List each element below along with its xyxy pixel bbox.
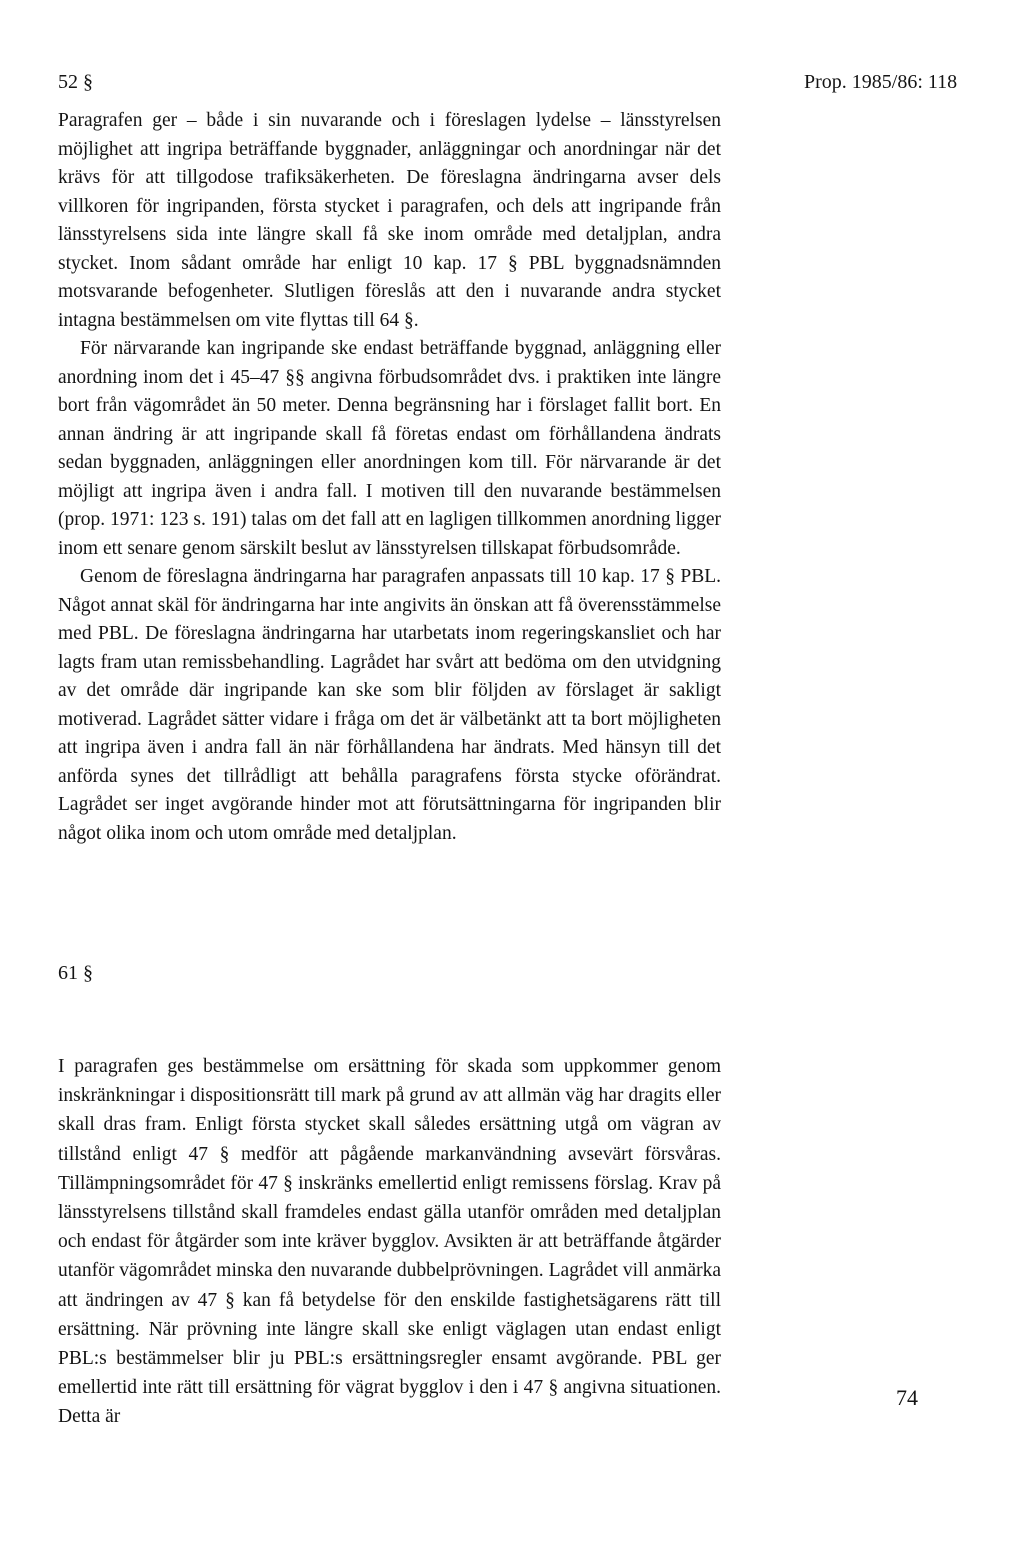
section-61-body xyxy=(58,1052,721,1432)
proposition-reference: Prop. 1985/86: 118 xyxy=(804,71,958,93)
paragraph: För närvarande kan ingripande ske endast beträffande byggnad, anläggning eller anordning inom det i 45–47 §§ angivna förbudsområdet dvs. i praktiken inte längre bort från vägområdet än 50 meter. Denna begränsning har i förslaget fallit bort. En annan ändring är att ingripande skall få företas endast om förhållandena ändrats sedan byggnaden, anläggningen eller anordningen kom till. För närvarande är det möjligt att ingripa även i andra fall. I motiven till den nuvarande bestämmelsen (prop. 1971: 123 s. 191) talas om det fall att en lagligen tillkommen anordning ligger inom ett senare genom särskilt beslut av länsstyrelsen tillskapat förbudsområde. xyxy=(58,338,721,559)
section-61-heading: 61 § xyxy=(58,962,93,984)
page-number: 74 xyxy=(896,1385,918,1410)
section-number-heading: 52 § xyxy=(58,71,93,93)
section-52-body xyxy=(58,107,721,848)
paragraph: I paragrafen ges bestämmelse om ersättning för skada som uppkommer genom inskränkningar i dispositionsrätt till mark på grund av att allmän väg har dragits eller skall dras fram. Enligt första stycket skall således ersättning utgå om vägran av tillstånd enligt 47 § medför att pågående markanvändning avsevärt försvåras. Tillämpningsområdet för 47 § inskränks emellertid enligt remissens förslag. Krav på länsstyrelsens tillstånd skall framdeles endast gälla utanför områden med detaljplan och endast för åtgärder som inte kräver bygglov. Avsikten är att beträffande åtgärder utanför vägområdet minska den nuvarande dubbelprövningen. Lagrådet vill anmärka att ändringen av 47 § kan få betydelse för den enskilde fastighetsägarens rätt till ersättning. När prövning inte längre skall ske enligt väglagen utan endast enligt PBL:s bestämmelser blir ju PBL:s ersättningsregler ensamt avgörande. PBL ger emellertid inte rätt till ersättning för vägrat bygglov i den i 47 § angivna situationen. Detta är xyxy=(58,1056,721,1428)
paragraph: Genom de föreslagna ändringarna har paragrafen anpassats till 10 kap. 17 § PBL. Något annat skäl för ändringarna har inte angivits än önskan att få överensstämmelse med PBL. De föreslagna ändringarna har utarbetats inom regeringskansliet och har lagts fram utan remissbehandling. Lagrådet har svårt att bedöma om den utvidgning av det område där ingripande kan ske som blir följden av förslaget är sakligt motiverad. Lagrådet sätter vidare i fråga om det är välbetänkt att ta bort möjligheten att ingripa även i andra fall än när förhållandena har ändrats. Med hänsyn till det anförda synes det tillrådligt att behålla paragrafens första stycke oförändrat. Lagrådet ser inget avgörande hinder mot att förutsättningarna för ingripanden blir något olika inom och utom område med detaljplan. xyxy=(58,566,721,844)
paragraph: Paragrafen ger – både i sin nuvarande och i föreslagen lydelse – länsstyrelsen möjlighet att ingripa beträffande byggnader, anläggningar och anordningar när det krävs för att tillgodose trafiksäkerheten. De föreslagna ändringarna avser dels villkoren för ingripanden, första stycket i paragrafen, och dels att ingripande från länsstyrelsens sida inte längre skall få ske inom område med detaljplan, andra stycket. Inom sådant område har enligt 10 kap. 17 § PBL byggnadsnämnden motsvarande befogenheter. Slutligen föreslås att den i nuvarande andra stycket intagna bestämmelsen om vite flyttas till 64 §. xyxy=(58,110,721,331)
